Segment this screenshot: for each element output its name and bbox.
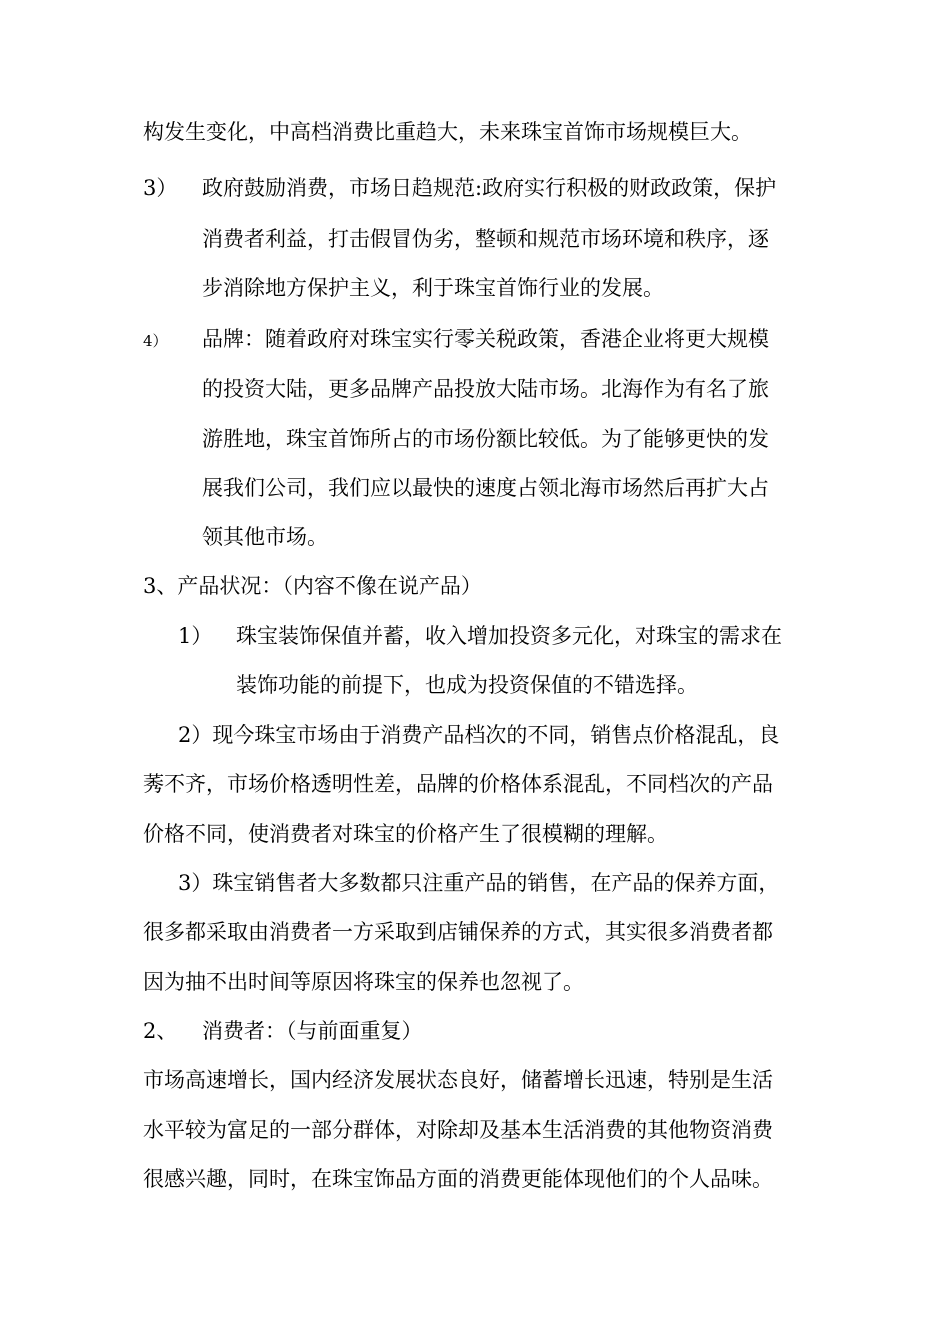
paragraph-line: 市场高速增长，国内经济发展状态良好，储蓄增长迅速，特别是生活 xyxy=(143,1068,773,1092)
list-marker: 3） xyxy=(143,176,178,200)
section-marker: 2、 xyxy=(143,1019,178,1043)
paragraph-line: 莠不齐，市场价格透明性差，品牌的价格体系混乱，不同档次的产品 xyxy=(143,772,773,796)
list-item-line: 游胜地，珠宝首饰所占的市场份额比较低。为了能够更快的发 xyxy=(202,427,769,451)
list-item-line: 步消除地方保护主义，利于珠宝首饰行业的发展。 xyxy=(202,276,664,300)
paragraph-line: 很感兴趣，同时，在珠宝饰品方面的消费更能体现他们的个人品味。 xyxy=(143,1167,773,1191)
section-heading: 消费者：（与前面重复） xyxy=(202,1019,423,1043)
paragraph-line: 因为抽不出时间等原因将珠宝的保养也忽视了。 xyxy=(143,970,584,994)
paragraph-line: 水平较为富足的一部分群体，对除却及基本生活消费的其他物资消费 xyxy=(143,1118,773,1142)
section-heading: 3、产品状况：（内容不像在说产品） xyxy=(143,574,482,598)
list-item-line: 政府鼓励消费，市场日趋规范:政府实行积极的财政政策，保护 xyxy=(202,176,777,200)
list-marker: 1） xyxy=(178,624,213,648)
paragraph-line: 2）现今珠宝市场由于消费产品档次的不同，销售点价格混乱，良 xyxy=(178,723,780,747)
list-item-line: 装饰功能的前提下，也成为投资保值的不错选择。 xyxy=(236,673,698,697)
list-marker: 4） xyxy=(143,332,168,350)
list-item-line: 消费者利益，打击假冒伪劣，整顿和规范市场环境和秩序，逐 xyxy=(202,227,769,251)
paragraph-line: 价格不同，使消费者对珠宝的价格产生了很模糊的理解。 xyxy=(143,822,668,846)
list-item-line: 珠宝装饰保值并蓄，收入增加投资多元化，对珠宝的需求在 xyxy=(236,624,782,648)
list-item-line: 品牌：随着政府对珠宝实行零关税政策，香港企业将更大规模 xyxy=(202,327,769,351)
list-item-line: 的投资大陆，更多品牌产品投放大陆市场。北海作为有名了旅 xyxy=(202,377,769,401)
paragraph-line: 3）珠宝销售者大多数都只注重产品的销售，在产品的保养方面， xyxy=(178,871,780,895)
list-item-line: 领其他市场。 xyxy=(202,525,328,549)
paragraph-line: 很多都采取由消费者一方采取到店铺保养的方式，其实很多消费者都 xyxy=(143,920,773,944)
paragraph-line: 构发生变化，中高档消费比重趋大，未来珠宝首饰市场规模巨大。 xyxy=(143,120,752,144)
list-item-line: 展我们公司，我们应以最快的速度占领北海市场然后再扩大占 xyxy=(202,476,769,500)
